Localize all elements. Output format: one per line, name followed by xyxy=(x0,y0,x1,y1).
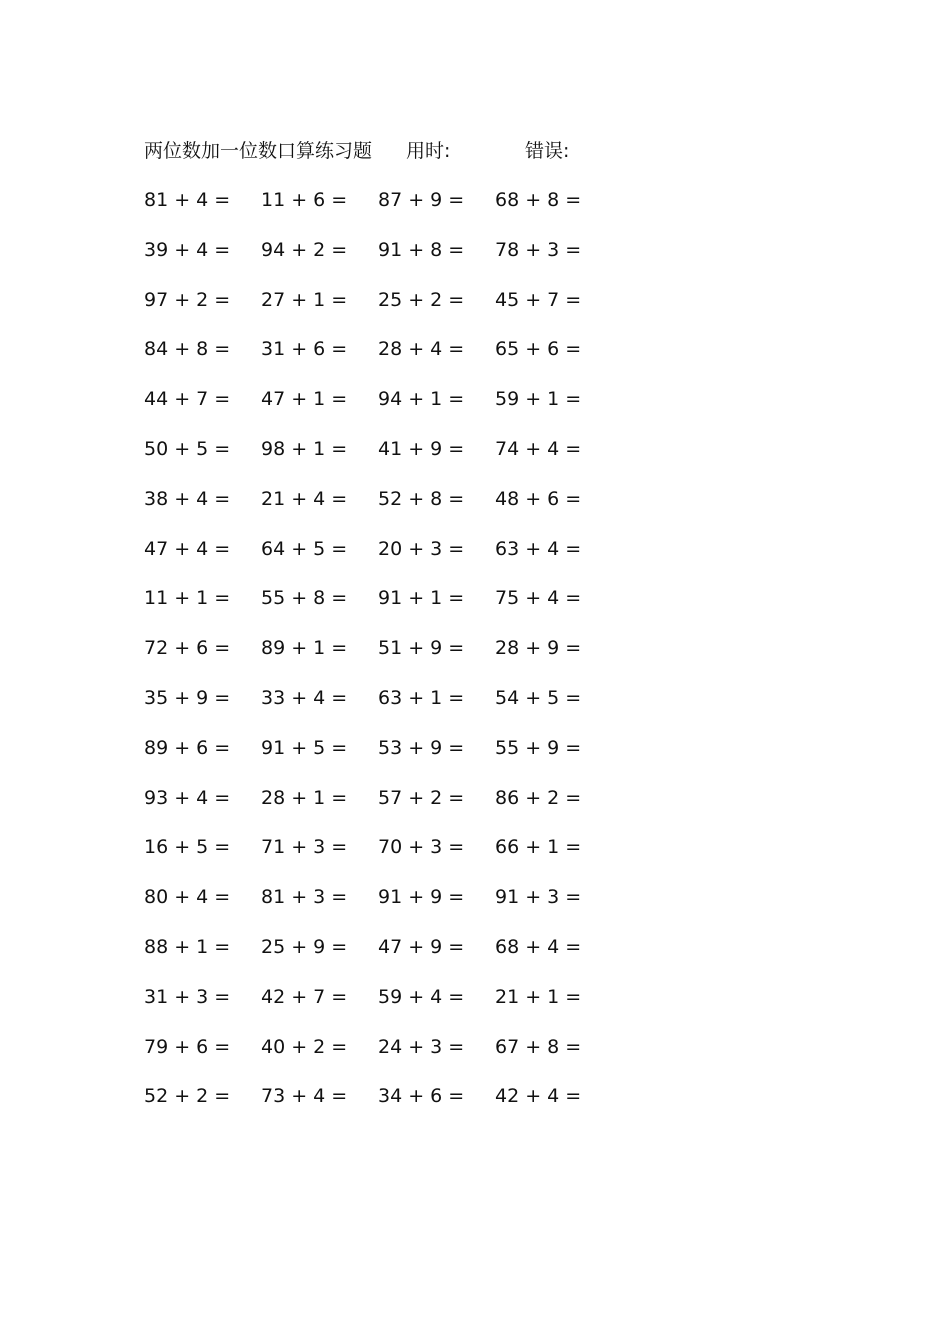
problem-item: 53 + 9 = xyxy=(378,736,465,759)
problem-item: 68 + 4 = xyxy=(495,935,582,958)
problem-item: 81 + 4 = xyxy=(144,189,231,211)
problem-item: 79 + 6 = xyxy=(144,1035,231,1058)
problem-row xyxy=(144,583,624,633)
error-label: 错误: xyxy=(525,140,570,162)
problem-row xyxy=(144,683,624,733)
problem-item: 91 + 3 = xyxy=(495,886,582,909)
problem-item: 86 + 2 = xyxy=(495,786,582,809)
problem-row xyxy=(144,334,624,384)
problem-row xyxy=(144,1081,624,1131)
problem-item: 47 + 4 = xyxy=(144,537,231,560)
problem-item: 50 + 5 = xyxy=(144,437,231,460)
problem-item: 80 + 4 = xyxy=(144,886,231,909)
problem-item: 88 + 1 = xyxy=(144,935,231,958)
problem-item: 64 + 5 = xyxy=(261,537,348,560)
problem-item: 33 + 4 = xyxy=(261,686,348,709)
problem-item: 84 + 8 = xyxy=(144,338,231,361)
problem-item: 31 + 3 = xyxy=(144,985,231,1008)
problem-item: 31 + 6 = xyxy=(261,338,348,361)
problem-item: 48 + 6 = xyxy=(495,487,582,510)
problem-item: 27 + 1 = xyxy=(261,288,348,311)
problem-item: 55 + 8 = xyxy=(261,587,348,610)
problem-item: 28 + 9 = xyxy=(495,637,582,660)
problem-row xyxy=(144,783,624,833)
problem-item: 57 + 2 = xyxy=(378,786,465,809)
problem-item: 41 + 9 = xyxy=(378,437,465,460)
problem-item: 28 + 4 = xyxy=(378,338,465,361)
problem-item: 73 + 4 = xyxy=(261,1085,348,1108)
problem-row xyxy=(144,882,624,932)
problem-item: 97 + 2 = xyxy=(144,288,231,311)
problem-item: 78 + 3 = xyxy=(495,238,582,261)
problem-item: 38 + 4 = xyxy=(144,487,231,510)
problem-row xyxy=(144,733,624,783)
problem-item: 66 + 1 = xyxy=(495,836,582,859)
problem-item: 63 + 4 = xyxy=(495,537,582,560)
problem-item: 81 + 3 = xyxy=(261,886,348,909)
problem-item: 89 + 1 = xyxy=(261,637,348,660)
problem-row xyxy=(144,832,624,882)
problem-item: 20 + 3 = xyxy=(378,537,465,560)
problem-item: 16 + 5 = xyxy=(144,836,231,859)
problem-item: 87 + 9 = xyxy=(378,189,465,211)
problem-item: 42 + 7 = xyxy=(261,985,348,1008)
problem-item: 68 + 8 = xyxy=(495,189,582,211)
problem-item: 91 + 1 = xyxy=(378,587,465,610)
problem-item: 65 + 6 = xyxy=(495,338,582,361)
problem-item: 70 + 3 = xyxy=(378,836,465,859)
problem-item: 75 + 4 = xyxy=(495,587,582,610)
problem-row xyxy=(144,534,624,584)
problem-item: 63 + 1 = xyxy=(378,686,465,709)
problem-item: 11 + 1 = xyxy=(144,587,231,610)
problem-row xyxy=(144,185,624,235)
problem-item: 42 + 4 = xyxy=(495,1085,582,1108)
problem-item: 91 + 9 = xyxy=(378,886,465,909)
problem-item: 71 + 3 = xyxy=(261,836,348,859)
problem-row xyxy=(144,285,624,335)
problem-row xyxy=(144,633,624,683)
problem-grid xyxy=(144,185,624,1131)
problem-item: 35 + 9 = xyxy=(144,686,231,709)
problem-row xyxy=(144,932,624,982)
worksheet-title: 两位数加一位数口算练习题 xyxy=(144,140,373,162)
problem-item: 24 + 3 = xyxy=(378,1035,465,1058)
problem-item: 25 + 9 = xyxy=(261,935,348,958)
problem-item: 98 + 1 = xyxy=(261,437,348,460)
problem-row xyxy=(144,434,624,484)
problem-item: 91 + 5 = xyxy=(261,736,348,759)
problem-item: 93 + 4 = xyxy=(144,786,231,809)
problem-item: 72 + 6 = xyxy=(144,637,231,660)
problem-item: 11 + 6 = xyxy=(261,189,348,211)
problem-item: 74 + 4 = xyxy=(495,437,582,460)
problem-row xyxy=(144,235,624,285)
problem-item: 59 + 4 = xyxy=(378,985,465,1008)
time-label: 用时: xyxy=(406,140,451,162)
problem-item: 55 + 9 = xyxy=(495,736,582,759)
problem-item: 59 + 1 = xyxy=(495,388,582,411)
problem-item: 44 + 7 = xyxy=(144,388,231,411)
problem-item: 94 + 2 = xyxy=(261,238,348,261)
problem-item: 94 + 1 = xyxy=(378,388,465,411)
problem-item: 21 + 1 = xyxy=(495,985,582,1008)
problem-item: 39 + 4 = xyxy=(144,238,231,261)
problem-item: 45 + 7 = xyxy=(495,288,582,311)
problem-item: 89 + 6 = xyxy=(144,736,231,759)
problem-row xyxy=(144,1032,624,1082)
problem-item: 54 + 5 = xyxy=(495,686,582,709)
problem-item: 67 + 8 = xyxy=(495,1035,582,1058)
problem-item: 40 + 2 = xyxy=(261,1035,348,1058)
problem-item: 25 + 2 = xyxy=(378,288,465,311)
problem-row xyxy=(144,982,624,1032)
problem-row xyxy=(144,484,624,534)
problem-item: 47 + 1 = xyxy=(261,388,348,411)
problem-item: 52 + 8 = xyxy=(378,487,465,510)
problem-item: 91 + 8 = xyxy=(378,238,465,261)
problem-row xyxy=(144,384,624,434)
problem-item: 21 + 4 = xyxy=(261,487,348,510)
problem-item: 34 + 6 = xyxy=(378,1085,465,1108)
problem-item: 28 + 1 = xyxy=(261,786,348,809)
problem-item: 51 + 9 = xyxy=(378,637,465,660)
problem-item: 52 + 2 = xyxy=(144,1085,231,1108)
problem-item: 47 + 9 = xyxy=(378,935,465,958)
